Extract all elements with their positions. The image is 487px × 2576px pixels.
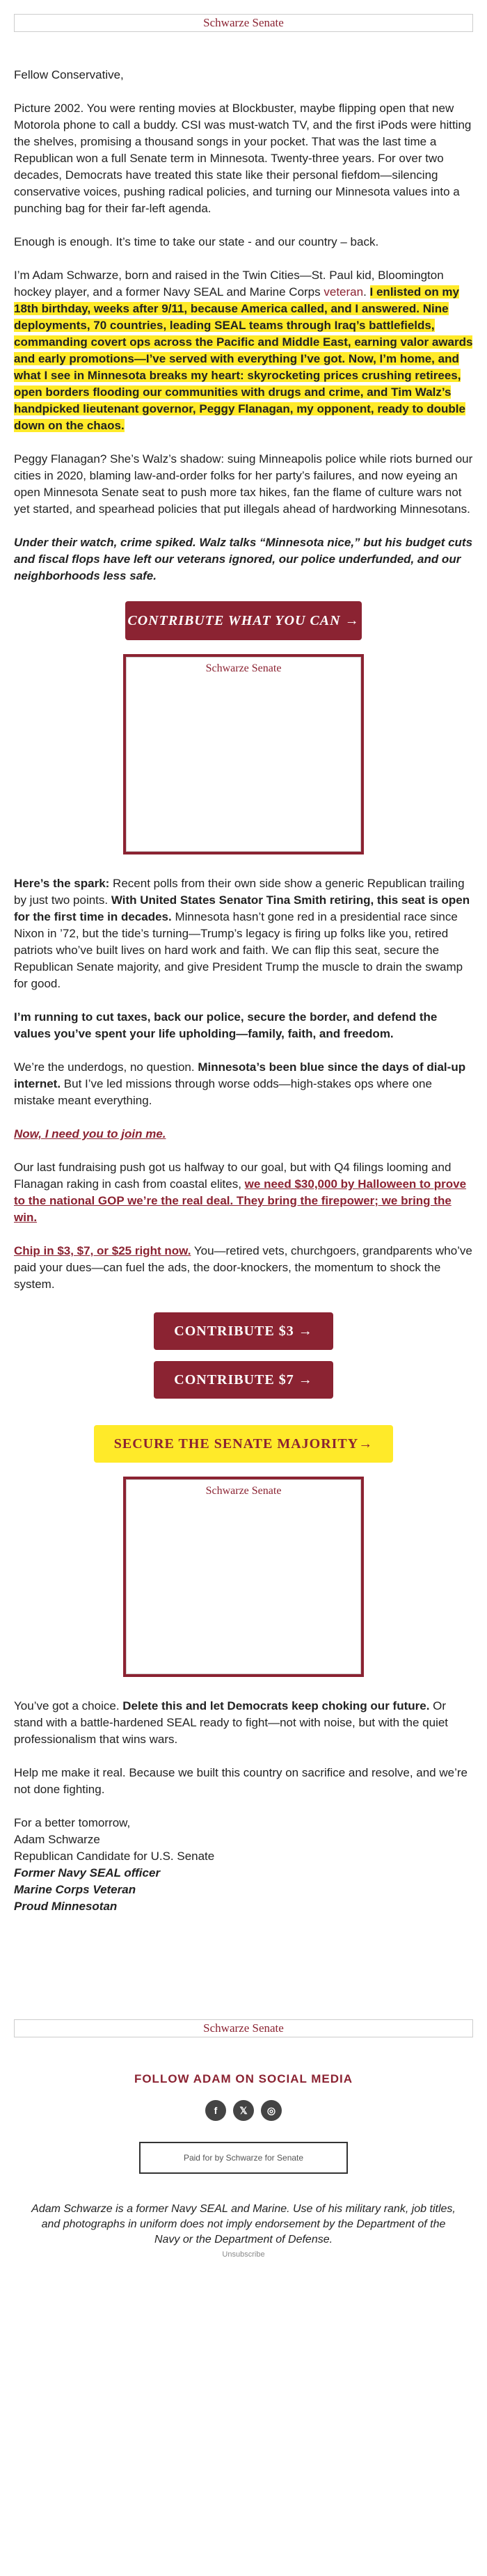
paragraph-crime: Under their watch, crime spiked. Walz talks “Minnesota nice,” but his budget cuts and fiscal flops have left our veterans ignored, our police underfunded, and our neighborhoods less safe. bbox=[14, 536, 473, 582]
underdogs-text: We’re the underdogs, no question. bbox=[14, 1060, 198, 1074]
veteran-link[interactable]: veteran bbox=[324, 285, 364, 299]
bio-highlight: I enlisted on my 18th birthday, weeks after 9/11, because America called, and I answered. Nine deployments, 70 countries, leading SEAL teams through Iraq’s battlefields, commanding covert ops across the Pacific and Middle East, earning valor awards and early promotions—I’ve served with everything I’ve got. Now, I’m home, and what I see in Minnesota breaks my heart: skyrocketing prices crushing retirees, open borders flooding our communities with drugs and crime, and Tim Walz’s handpicked lieutenant governor, Peggy Flanagan, my opponent, ready to double down on the chaos. bbox=[14, 285, 473, 432]
spark-text-2: Minnesota hasn’t gone red in a presidential race since Nixon in ’72, but the tide’s turning—Trump’s legacy is firing up folks like you, retired patriots who’ve built lives on hard work and faith. We can flip this seat, secure the Republican Senate majority, and give President Trump the muscle to drain the swamp for good. bbox=[14, 910, 463, 990]
paragraph-running: I’m running to cut taxes, back our police, secure the border, and defend the values you’ve spent your life upholding—family, faith, and freedom. bbox=[14, 1010, 438, 1040]
choice-bold: Delete this and let Democrats keep choking our future. bbox=[122, 1699, 430, 1712]
paragraph-intro: Picture 2002. You were renting movies at Blockbuster, maybe flipping open that new Motorola phone to call a buddy. CSI was must-watch TV, and the first iPods were hitting the shelves, promising a thousand songs in your pocket. That was the last time a Republican won a full Senate term in Minnesota. Twenty-three years. For over two decades, Democrats have treated this state like their personal fiefdom—silencing conservative voices, pushing radical policies, and turning our Minnesota values into a punching bag for their far-left agenda. bbox=[14, 102, 472, 215]
bio-sep: . bbox=[363, 285, 370, 299]
signature-block bbox=[14, 1815, 473, 1915]
cta-7-wrap bbox=[14, 1361, 473, 1399]
paragraph-help: Help me make it real. Because we built this country on sacrifice and resolve, and we’re not done fighting. bbox=[14, 1766, 468, 1796]
paragraph-chip-in bbox=[14, 1243, 473, 1293]
fundraising-text: Our last fundraising push got us halfway to our goal, but with Q4 filings looming and Flanagan raking in cash from coastal elites, bbox=[14, 1161, 452, 1191]
secure-majority-button[interactable]: SECURE THE SENATE MAJORITY→ bbox=[94, 1425, 393, 1463]
image1-wrap bbox=[14, 654, 473, 854]
spark-text: Recent polls from their own side show a generic Republican trailing by just two points. bbox=[14, 877, 465, 907]
social-links bbox=[0, 2100, 487, 2121]
signature-marine: Marine Corps Veteran bbox=[14, 1883, 136, 1896]
instagram-icon[interactable]: ◎ bbox=[261, 2100, 282, 2121]
x-icon[interactable]: 𝕏 bbox=[233, 2100, 254, 2121]
image2-frame bbox=[123, 1477, 364, 1677]
image2-alt: Schwarze Senate bbox=[205, 1485, 282, 1497]
paragraph-fundraising bbox=[14, 1159, 473, 1226]
choice-text: You’ve got a choice. bbox=[14, 1699, 123, 1712]
email-page bbox=[0, 14, 487, 2293]
letter-body bbox=[0, 67, 487, 1915]
military-disclaimer: Adam Schwarze is a former Navy SEAL and Marine. Use of his military rank, job titles, and photographs in uniform does not imply endorsement by the Department of the Navy or the Department of Defense. bbox=[31, 2203, 456, 2245]
signoff: For a better tomorrow, bbox=[14, 1816, 131, 1829]
goal-link[interactable]: we need $30,000 by Halloween to prove to the national GOP we’re the real deal. They bring the firepower; we bring the win. bbox=[14, 1177, 467, 1224]
underdogs-bold: Minnesota’s been blue since the days of dial-up internet. bbox=[14, 1060, 466, 1090]
paragraph-choice bbox=[14, 1698, 473, 1748]
image1-frame bbox=[123, 654, 364, 854]
paragraph-underdogs bbox=[14, 1059, 473, 1109]
contribute-what-you-can-button[interactable]: CONTRIBUTE WHAT YOU CAN → bbox=[125, 601, 362, 640]
paid-for-box bbox=[139, 2142, 348, 2174]
cta-what-you-can-wrap bbox=[14, 601, 473, 640]
salutation: Fellow Conservative, bbox=[14, 68, 124, 81]
unsubscribe-link-wrap bbox=[0, 2250, 487, 2293]
paragraph-spark bbox=[14, 875, 473, 992]
contribute-7-button[interactable]: CONTRIBUTE $7 → bbox=[154, 1361, 333, 1399]
chip-in-text: You—retired vets, churchgoers, grandparents who’ve paid your dues—can fuel the ads, the door-knockers, the momentum to shock the system. bbox=[14, 1244, 472, 1291]
signature-seal: Former Navy SEAL officer bbox=[14, 1866, 161, 1879]
signature-title: Republican Candidate for U.S. Senate bbox=[14, 1850, 215, 1863]
contribute-3-button[interactable]: CONTRIBUTE $3 → bbox=[154, 1312, 333, 1350]
spark-lead: Here’s the spark: bbox=[14, 877, 110, 890]
underdogs-text-2: But I’ve led missions through worse odds—high-stakes ops where one mistake meant everything. bbox=[14, 1077, 432, 1107]
image2-wrap bbox=[14, 1477, 473, 1677]
image1-alt: Schwarze Senate bbox=[205, 662, 282, 674]
header-logo-alt: Schwarze Senate bbox=[203, 16, 284, 29]
header-logo-image bbox=[14, 14, 473, 32]
paid-for-text: Paid for by Schwarze for Senate bbox=[183, 2153, 304, 2163]
footer-logo-image bbox=[14, 2019, 473, 2037]
paragraph-bio bbox=[14, 267, 473, 434]
footer-logo-alt: Schwarze Senate bbox=[203, 2021, 284, 2035]
join-me-link[interactable]: Now, I need you to join me. bbox=[14, 1127, 166, 1140]
choice-text-2: Or stand with a battle-hardened SEAL ready to fight—not with noise, but with the quiet professionalism that wins wars. bbox=[14, 1699, 449, 1746]
follow-heading: FOLLOW ADAM ON SOCIAL MEDIA bbox=[134, 2072, 353, 2085]
cta-majority-wrap bbox=[14, 1425, 473, 1463]
paragraph-enough: Enough is enough. It’s time to take our state - and our country – back. bbox=[14, 235, 379, 248]
chip-in-link[interactable]: Chip in $3, $7, or $25 right now. bbox=[14, 1244, 191, 1257]
signature-minnesotan: Proud Minnesotan bbox=[14, 1900, 118, 1913]
bio-text: I’m Adam Schwarze, born and raised in the Twin Cities—St. Paul kid, Bloomington hockey player, and a former Navy SEAL and Marine Corps bbox=[14, 269, 444, 299]
signature-name: Adam Schwarze bbox=[14, 1833, 100, 1846]
unsubscribe-link[interactable]: Unsubscribe bbox=[222, 2250, 265, 2259]
paragraph-flanagan: Peggy Flanagan? She’s Walz’s shadow: suing Minneapolis police while riots burned our cities in 2020, blaming law-and-order folks for her party’s failures, and now eyeing an open Minnesota Senate seat to push more tax hikes, fan the flame of culture wars not yet started, and spearhead policies that put illegals ahead of hardworking Minnesotans. bbox=[14, 452, 473, 516]
spark-bold: With United States Senator Tina Smith retiring, this seat is open for the first time in decades. bbox=[14, 893, 470, 923]
paragraph-join bbox=[14, 1126, 473, 1143]
campaign-photo-2 bbox=[126, 1479, 361, 1674]
facebook-icon[interactable]: f bbox=[205, 2100, 226, 2121]
cta-3-wrap bbox=[14, 1312, 473, 1350]
campaign-photo-1 bbox=[126, 657, 361, 852]
